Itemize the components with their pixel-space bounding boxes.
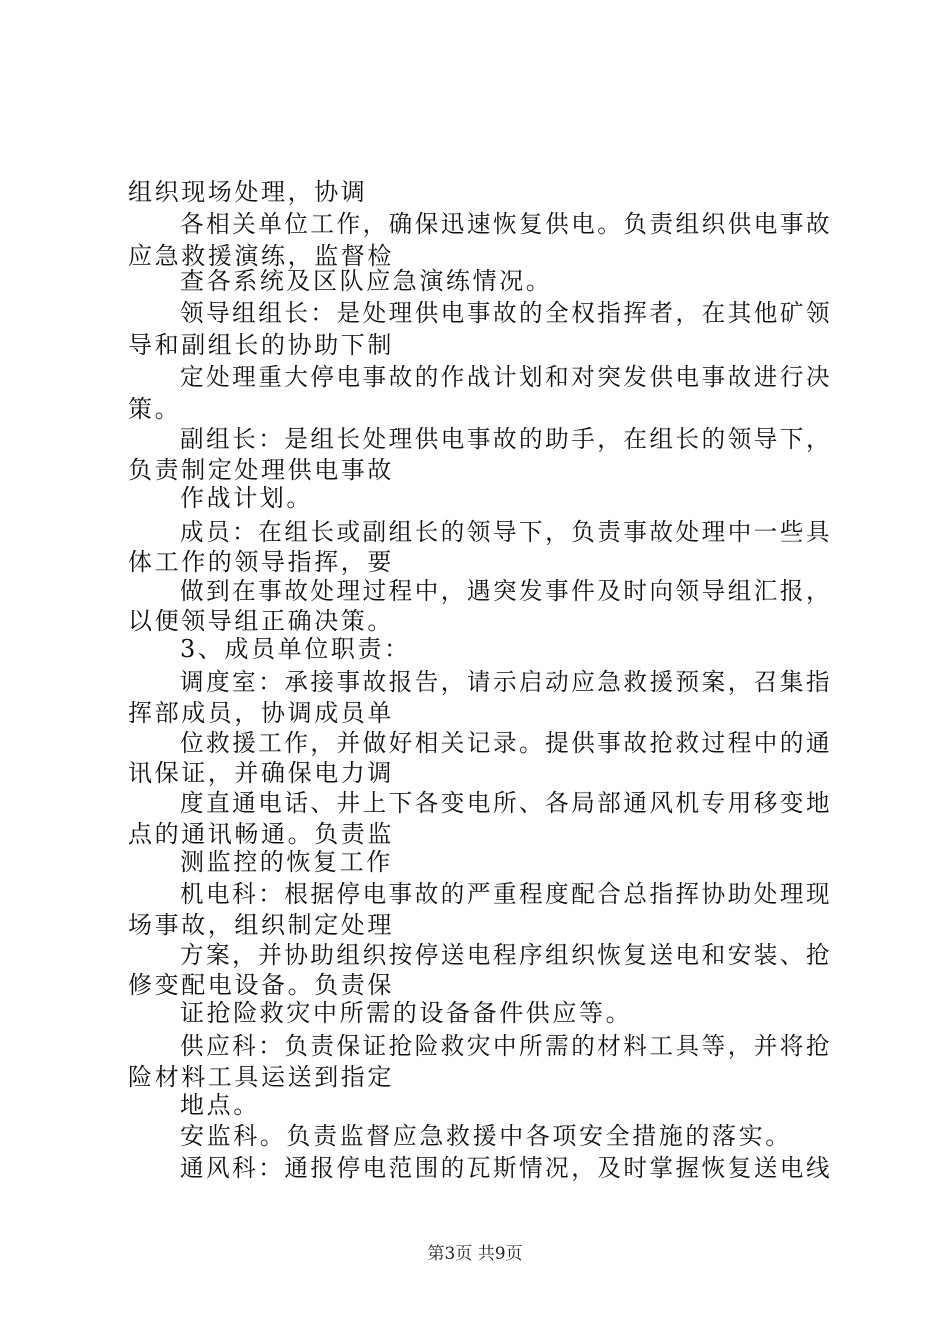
text-line: 地点。 [180, 1091, 260, 1119]
text-line: 策。 [128, 395, 182, 423]
text-line: 场事故，组织制定处理 [128, 911, 394, 939]
text-line: 以便领导组正确决策。 [128, 607, 394, 635]
text-line: 3、成员单位职责： [180, 635, 411, 663]
text-line: 成员：在组长或副组长的领导下，负责事故处理中一些具 [180, 518, 833, 546]
text-line: 做到在事故处理过程中，遇突发事件及时向领导组汇报， [180, 577, 833, 605]
text-line: 讯保证，并确保电力调 [128, 759, 394, 787]
page-number-footer: 第3页 共9页 [427, 1244, 523, 1264]
text-line: 组织现场处理，协调 [128, 178, 368, 206]
text-line: 导和副组长的协助下制 [128, 331, 394, 359]
text-line: 副组长：是组长处理供电事故的助手，在组长的领导下， [180, 425, 833, 453]
text-line: 方案，并协助组织按停送电程序组织恢复送电和安装、抢 [180, 941, 833, 969]
text-line: 领导组组长：是处理供电事故的全权指挥者，在其他矿领 [180, 299, 833, 327]
text-line: 度直通电话、井上下各变电所、各局部通风机专用移变地 [180, 789, 833, 817]
text-line: 各相关单位工作，确保迅速恢复供电。负责组织供电事故 [180, 210, 833, 238]
text-line: 机电科：根据停电事故的严重程度配合总指挥协助处理现 [180, 880, 833, 908]
text-line: 测监控的恢复工作 [180, 848, 393, 876]
text-line: 挥部成员，协调成员单 [128, 699, 394, 727]
text-line: 点的通讯畅通。负责监 [128, 820, 394, 848]
text-line: 作战计划。 [180, 484, 313, 512]
text-line: 修变配电设备。负责保 [128, 971, 394, 999]
text-line: 供应科：负责保证抢险救灾中所需的材料工具等，并将抢 [180, 1032, 833, 1060]
text-line: 位救援工作，并做好相关记录。提供事故抢救过程中的通 [180, 729, 833, 757]
text-line: 体工作的领导指挥，要 [128, 548, 394, 576]
text-line: 应急救援演练，监督检 [128, 242, 394, 270]
text-line: 安监科。负责监督应急救援中各项安全措施的落实。 [180, 1122, 792, 1150]
text-line: 调度室：承接事故报告，请示启动应急救援预案，召集指 [180, 668, 833, 696]
text-line: 证抢险救灾中所需的设备备件供应等。 [180, 999, 633, 1027]
text-line: 定处理重大停电事故的作战计划和对突发供电事故进行决 [180, 363, 833, 391]
text-line: 通风科：通报停电范围的瓦斯情况，及时掌握恢复送电线 [180, 1154, 833, 1182]
text-line: 负责制定处理供电事故 [128, 456, 394, 484]
text-line: 险材料工具运送到指定 [128, 1063, 394, 1091]
text-line: 查各系统及区队应急演练情况。 [180, 267, 553, 295]
